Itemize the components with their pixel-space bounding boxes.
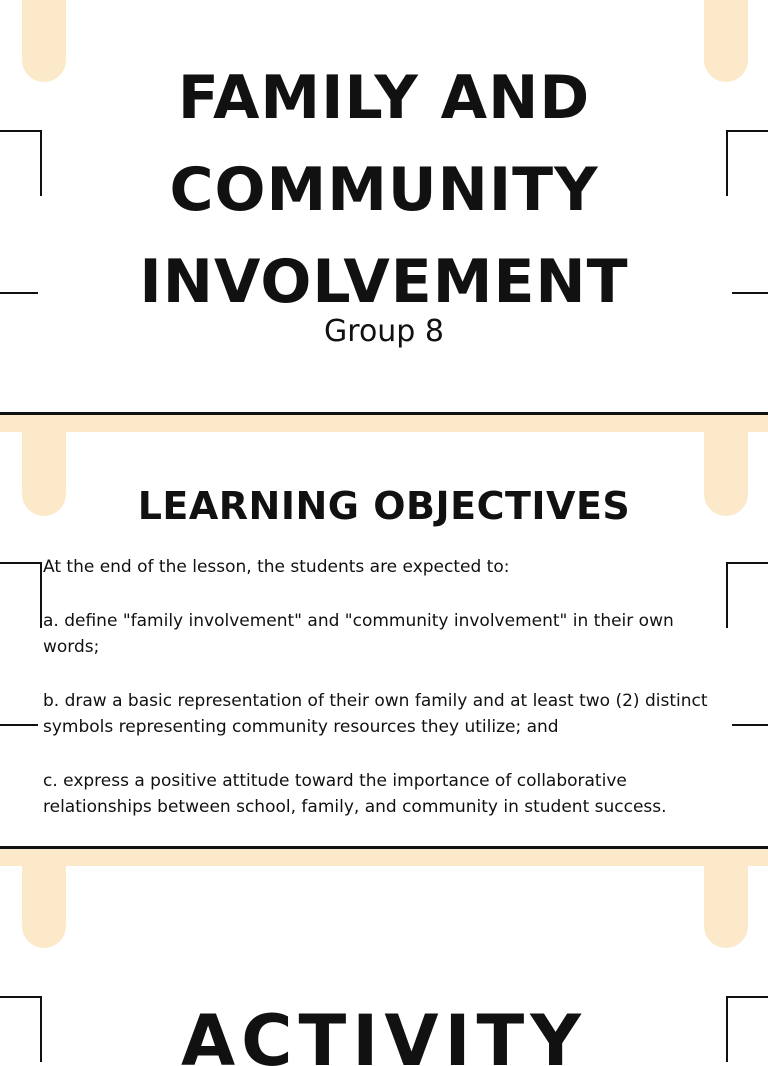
title-slide	[0, 0, 768, 412]
activity-heading: ACTIVITY	[181, 1000, 587, 1066]
decorative-tab-left	[22, 866, 66, 948]
activity-slide	[0, 866, 768, 1066]
page-title	[0, 52, 768, 328]
group-subtitle: Group 8	[324, 314, 444, 349]
objectives-list	[43, 554, 733, 846]
decorative-tab-right	[704, 866, 748, 948]
title-line: INVOLVEMENT	[139, 247, 629, 317]
section-heading: LEARNING OBJECTIVES	[137, 484, 631, 528]
objectives-slide	[0, 432, 768, 846]
objective-item: a. define "family involvement" and "community involvement" in their own words;	[43, 611, 674, 657]
objectives-intro: At the end of the lesson, the students are expected to:	[43, 557, 510, 577]
objective-item: b. draw a basic representation of their own family and at least two (2) distinct symbols representing community resources they utilize; and	[43, 691, 708, 737]
title-line: FAMILY AND	[177, 63, 591, 133]
title-line: COMMUNITY	[169, 155, 599, 225]
objective-item: c. express a positive attitude toward the importance of collaborative relationships between school, family, and community in student success.	[43, 771, 667, 817]
